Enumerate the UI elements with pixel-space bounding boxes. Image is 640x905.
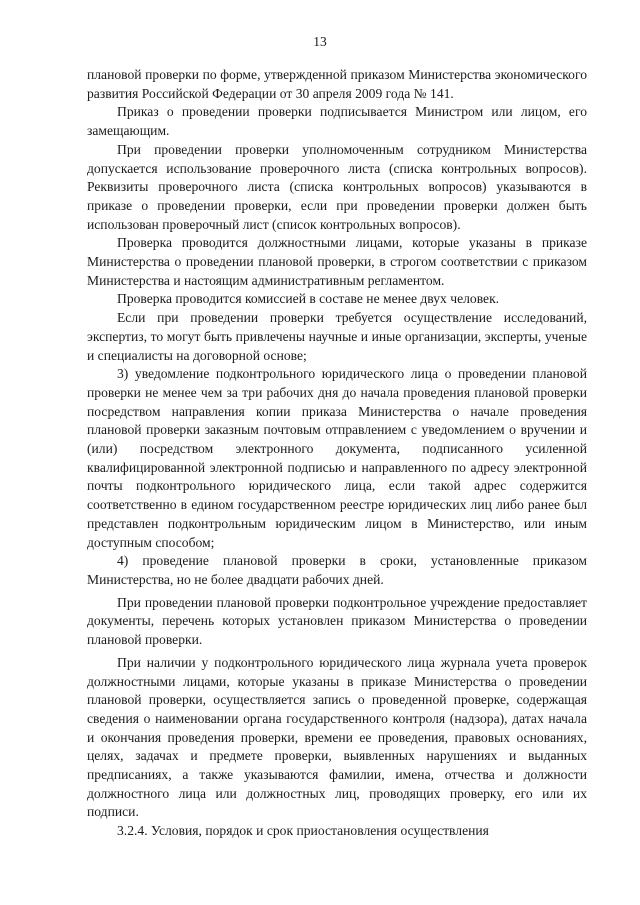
paragraph: Приказ о проведении проверки подписывается Министром или лицом, его замещающим.: [87, 104, 587, 139]
paragraph: Если при проведении проверки требуется осуществление исследований, экспертиз, то могут быть привлечены научные и иные организации, эксперты, ученые и специалисты на договорной основе;: [87, 310, 587, 363]
paragraph: При наличии у подконтрольного юридического лица журнала учета проверок должностными лицами, которые указаны в приказе Министерства о проведении плановой проверки, осуществляется запись о проведенной проверке, содержащая сведения о наименовании органа государственного контроля (надзора), датах начала и окончания проведения проверки, времени ее проведения, правовых основаниях, целях, задачах и предмете проверки, выявленных нарушениях и выданных предписаниях, а также указываются фамилии, имена, отчества и должности должностного лица или должностных лиц, проводящих проверку, его или их подписи.: [87, 654, 587, 820]
paragraph: 4) проведение плановой проверки в сроки, установленные приказом Министерства, но не более двадцати рабочих дней.: [87, 553, 587, 587]
paragraph: плановой проверки по форме, утвержденной приказом Министерства экономического развития Российской Федерации от 30 апреля 2009 года № 141.: [87, 67, 587, 101]
paragraph: 3.2.4. Условия, порядок и срок приостановления осуществления: [117, 823, 489, 839]
paragraph: При проведении плановой проверки подконтрольное учреждение предоставляет документы, перечень которых установлен приказом Министерства о проведении плановой проверки.: [87, 594, 587, 648]
paragraph: 3) уведомление подконтрольного юридического лица о проведении плановой проверки не менее чем за три рабочих дня до начала проведения плановой проверки посредством направления копии приказа Министерства о начале проведения плановой проверки заказным почтовым отправлением с уведомлением о вручении и (или) посредством электронного документа, подписанного усиленной квалифицированной электронной подписью и направленного по адресу электронной почты подконтрольного юридического лица, если такой адрес содержится соответственно в едином государственном реестре юридических лиц либо ранее был представлен подконтрольным юридическим лицом в Министерство, или иным доступным способом;: [87, 366, 587, 550]
document-body: [87, 66, 587, 841]
page-number: 13: [313, 34, 327, 49]
paragraph: Проверка проводится должностными лицами, которые указаны в приказе Министерства о проведении плановой проверки, в строгом соответствии с приказом Министерства и настоящим административным регламентом.: [87, 235, 587, 288]
paragraph: Проверка проводится комиссией в составе не менее двух человек.: [117, 291, 500, 307]
paragraph: При проведении проверки уполномоченным сотрудником Министерства допускается использование проверочного листа (списка контрольных вопросов). Реквизиты проверочного листа (списка контрольных вопросов) указываются в приказе о проведении проверки, если при проведении проверки должен быть использован проверочный лист (список контрольных вопросов).: [87, 141, 587, 232]
